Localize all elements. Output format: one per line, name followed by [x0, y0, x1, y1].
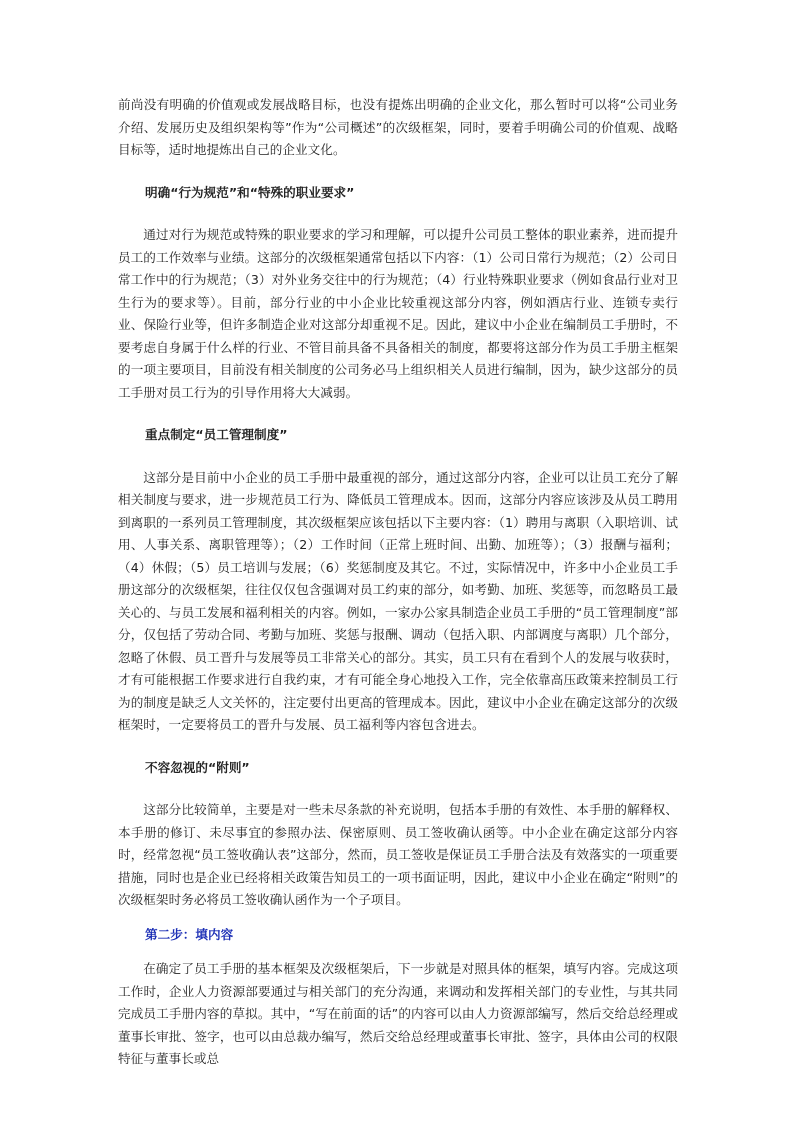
heading-appendix: 不容忽视的“附则”: [145, 759, 250, 775]
paragraph-step-two: 在确定了员工手册的基本框架及次级框架后，下一步就是对照具体的框架，填写内容。完成这项工作时，企业人力资源部要通过与相关部门的充分沟通，来调动和发挥相关部门的专业性，与其共同完成员工手册内容的草拟。其中，“写在前面的话”的内容可以由人力资源部编写，然后交给总经理或董事长审批、签字，也可以由总裁办编写，然后交给总经理或董事长审批、签字，具体由公司的权限特征与董事长或总: [118, 961, 678, 1066]
heading-behavior-norms: 明确“行为规范”和“特殊的职业要求”: [145, 184, 355, 200]
paragraph-intro: 前尚没有明确的价值观或发展战略目标，也没有提炼出明确的企业文化，那么暂时可以将“公司业务介绍、发展历史及组织架构等”作为“公司概述”的次级框架，同时，要着手明确公司的价值观、战略目标等，适时地提炼出自己的企业文化。: [118, 97, 678, 157]
document-body: [118, 94, 678, 1071]
paragraph-employee-management: 这部分是目前中小企业的员工手册中最重视的部分，通过这部分内容，企业可以让员工充分了解相关制度与要求，进一步规范员工行为、降低员工管理成本。因而，这部分内容应该涉及从员工聘用到离职的一系列员工管理制度，其次级框架应该包括以下主要内容：（1）聘用与离职（入职培训、试用、人事关系、离职管理等）；（2）工作时间（正常上班时间、出勤、加班等）；（3）报酬与福利；（4）休假；（5）员工培训与发展；（6）奖惩制度及其它。不过，实际情况中，许多中小企业员工手册这部分的次级框架，往往仅仅包含强调对员工约束的部分，如考勤、加班、奖惩等，而忽略员工最关心的、与员工发展和福利相关的内容。例如，一家办公家具制造企业员工手册的“员工管理制度”部分，仅包括了劳动合同、考勤与加班、奖惩与报酬、调动（包括入职、内部调度与离职）几个部分，忽略了休假、员工晋升与发展等员工非常关心的部分。其实，员工只有在看到个人的发展与收获时，才有可能根据工作要求进行自我约束，才有可能全身心地投入工作，完全依靠高压政策来控制员工行为的制度是缺乏人文关怀的，注定要付出更高的管理成本。因此，建议中小企业在确定这部分的次级框架时，一定要将员工的晋升与发展、员工福利等内容包含进去。: [118, 469, 678, 732]
paragraph-behavior-norms: 通过对行为规范或特殊的职业要求的学习和理解，可以提升公司员工整体的职业素养，进而提升员工的工作效率与业绩。这部分的次级框架通常包括以下内容：（1）公司日常行为规范；（2）公司日常工作中的行为规范；（3）对外业务交往中的行为规范；（4）行业特殊职业要求（例如食品行业对卫生行为的要求等）。目前，部分行业的中小企业比较重视这部分内容，例如酒店行业、连锁专卖行业、保险行业等，但许多制造企业对这部分却重视不足。因此，建议中小企业在编制员工手册时，不要考虑自身属于什么样的行业、不管目前具备不具备相关的制度，都要将这部分作为员工手册主框架的一项主要项目，目前没有相关制度的公司务必马上组织相关人员进行编制，因为，缺少这部分的员工手册对员工行为的引导作用将大大减弱。: [118, 227, 678, 400]
heading-employee-management: 重点制定“员工管理制度”: [145, 427, 288, 442]
heading-step-two: 第二步：填内容: [145, 926, 234, 942]
paragraph-appendix: 这部分比较简单，主要是对一些未尽条款的补充说明，包括本手册的有效性、本手册的解释权、本手册的修订、未尽事宜的参照办法、保密原则、员工签收确认函等。中小企业在确定这部分内容时，经常忽视“员工签收确认表”这部分，然而，员工签收是保证员工手册合法及有效落实的一项重要措施，同时也是企业已经将相关政策告知员工的一项书面证明，因此，建议中小企业在确定“附则”的次级框架时务必将员工签收确认函作为一个子项目。: [118, 802, 678, 907]
